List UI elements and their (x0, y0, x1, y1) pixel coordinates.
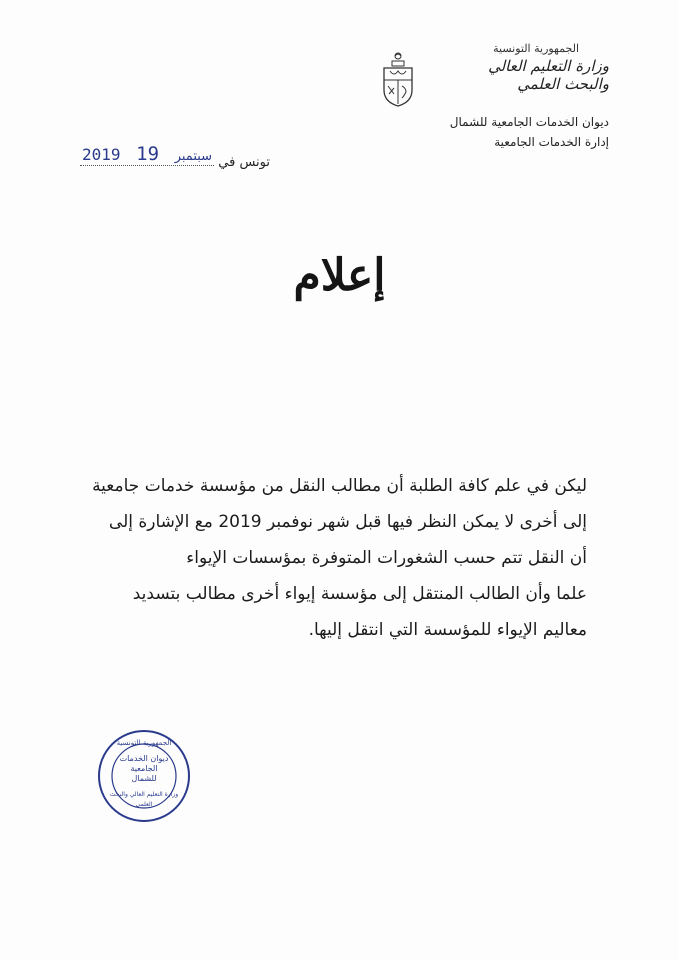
date-place: تونس في (218, 155, 270, 170)
seal-center-3: للشمال (131, 774, 157, 783)
seal-center-1: ديوان الخدمات (119, 754, 169, 763)
date-year: 2019 (82, 145, 121, 164)
body-line: إلى أخرى لا يمكن النظر فيها قبل شهر نوفمبر 2019 مع الإشارة إلى (108, 512, 587, 532)
body-line: أن النقل تتم حسب الشغورات المتوفرة بمؤسسات الإيواء (186, 548, 587, 568)
office-name: ديوان الخدمات الجامعية للشمال (449, 115, 609, 129)
date-month: سبتمبر (174, 149, 213, 164)
document-title: إعلام (293, 250, 386, 301)
body-line: ليكن في علم كافة الطلبة أن مطالب النقل من مؤسسة خدمات جامعية (92, 476, 587, 496)
seal-center-2: الجامعية (130, 764, 158, 773)
directorate-name: إدارة الخدمات الجامعية (494, 135, 609, 149)
ministry-line-2: والبحث العلمي (517, 75, 609, 93)
body-line: علما وأن الطالب المنتقل إلى مؤسسة إيواء أخرى مطالب بتسديد (132, 584, 587, 604)
body-line: معاليم الإيواء للمؤسسة التي انتقل إليها. (308, 620, 587, 640)
seal-outer-top: الجمهورية التونسية (116, 739, 172, 747)
date-day: 19 (136, 143, 160, 165)
ministry-line-1: وزارة التعليم العالي (488, 57, 609, 75)
announcement-body (87, 468, 587, 648)
letterhead (409, 42, 609, 149)
seal-text (96, 728, 192, 824)
ministry-name (409, 57, 609, 93)
official-seal (96, 728, 192, 824)
republic-label: الجمهورية التونسية (493, 42, 579, 55)
coat-of-arms-icon (378, 50, 418, 110)
seal-outer-bottom: وزارة التعليم العالي والبحث العلمي (109, 791, 179, 808)
date-stamp (82, 143, 212, 165)
